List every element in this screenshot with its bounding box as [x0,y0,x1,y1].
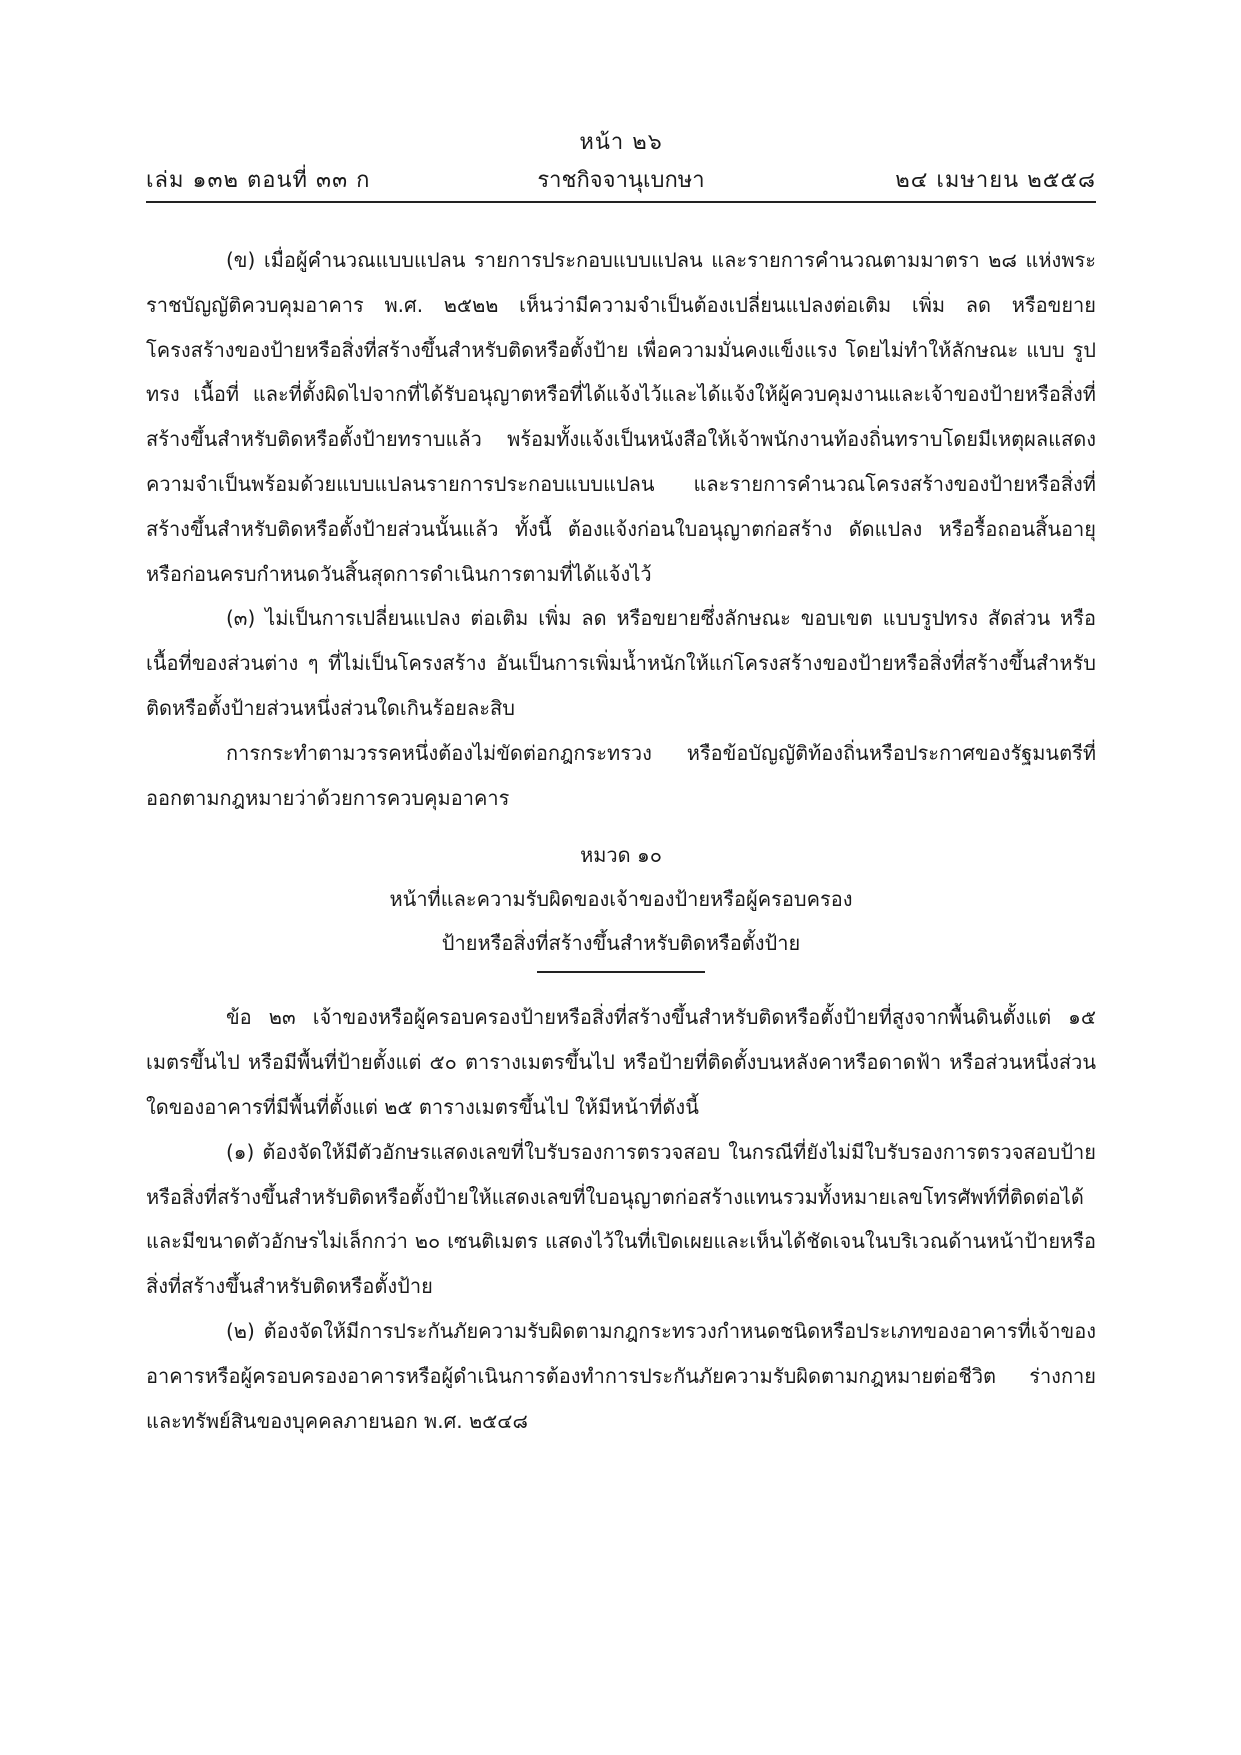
paragraph-item-2: (๒) ต้องจัดให้มีการประกันภัยความรับผิดตามกฎกระทรวงกำหนดชนิดหรือประเภทของอาคารที่เจ้าของอาคารหรือผู้ครอบครองอาคารหรือผู้ดำเนินการต้องทำการประกันภัยความรับผิดตามกฎหมายต่อชีวิต ร่างกาย และทรัพย์สินของบุคคลภายนอก พ.ศ. ๒๕๔๘ [146,1318,1096,1433]
document-body [146,238,1096,1443]
publication-date: ๒๔ เมษายน ๒๕๕๘ [895,168,1096,193]
chapter-number: หมวด ๑๐ [580,843,662,868]
publication-name: ราชกิจจานุเบกษา [537,168,705,193]
chapter-title-line-1: หน้าที่และความรับผิดของเจ้าของป้ายหรือผู้ครอบครอง [389,887,853,912]
chapter-title-line-2: ป้ายหรือสิ่งที่สร้างขึ้นสำหรับติดหรือตั้งป้าย [441,931,801,956]
gazette-header [146,166,1096,198]
header-divider [146,201,1096,203]
volume-issue: เล่ม ๑๓๒ ตอนที่ ๓๓ ก [146,168,371,193]
paragraph-kho: (ข) เมื่อผู้คำนวณแบบแปลน รายการประกอบแบบแปลน และรายการคำนวณตามมาตรา ๒๘ แห่งพระราชบัญญัติควบคุมอาคาร พ.ศ. ๒๕๒๒ เห็นว่ามีความจำเป็นต้องเปลี่ยนแปลงต่อเติม เพิ่ม ลด หรือขยายโครงสร้างของป้ายหรือสิ่งที่สร้างขึ้นสำหรับติดหรือตั้งป้าย เพื่อความมั่นคงแข็งแรง โดยไม่ทำให้ลักษณะ แบบ รูปทรง เนื้อที่ และที่ตั้งผิดไปจากที่ได้รับอนุญาตหรือที่ได้แจ้งไว้และได้แจ้งให้ผู้ควบคุมงานและเจ้าของป้ายหรือสิ่งที่สร้างขึ้นสำหรับติดหรือตั้งป้ายทราบแล้ว พร้อมทั้งแจ้งเป็นหนังสือให้เจ้าพนักงานท้องถิ่นทราบโดยมีเหตุผลแสดงความจำเป็นพร้อมด้วยแบบแปลนรายการประกอบแบบแปลน และรายการคำนวณโครงสร้างของป้ายหรือสิ่งที่สร้างขึ้นสำหรับติดหรือตั้งป้ายส่วนนั้นแล้ว ทั้งนี้ ต้องแจ้งก่อนใบอนุญาตก่อสร้าง ดัดแปลง หรือรื้อถอนสิ้นอายุ หรือก่อนครบกำหนดวันสิ้นสุดการดำเนินการตามที่ได้แจ้งไว้ [146,248,1096,586]
paragraph-compliance: การกระทำตามวรรคหนึ่งต้องไม่ขัดต่อกฎกระทรวง หรือข้อบัญญัติท้องถิ่นหรือประกาศของรัฐมนตรีที่ออกตามกฎหมายว่าด้วยการควบคุมอาคาร [146,740,1096,810]
paragraph-article-23: ข้อ ๒๓ เจ้าของหรือผู้ครอบครองป้ายหรือสิ่งที่สร้างขึ้นสำหรับติดหรือตั้งป้ายที่สูงจากพื้นดินตั้งแต่ ๑๕ เมตรขึ้นไป หรือมีพื้นที่ป้ายตั้งแต่ ๕๐ ตารางเมตรขึ้นไป หรือป้ายที่ติดตั้งบนหลังคาหรือดาดฟ้า หรือส่วนหนึ่งส่วนใดของอาคารที่มีพื้นที่ตั้งแต่ ๒๕ ตารางเมตรขึ้นไป ให้มีหน้าที่ดังนี้ [146,1005,1096,1119]
paragraph-item-3: (๓) ไม่เป็นการเปลี่ยนแปลง ต่อเติม เพิ่ม ลด หรือขยายซึ่งลักษณะ ขอบเขต แบบรูปทรง สัดส่วน หรือเนื้อที่ของส่วนต่าง ๆ ที่ไม่เป็นโครงสร้าง อันเป็นการเพิ่มน้ำหนักให้แก่โครงสร้างของป้ายหรือสิ่งที่สร้างขึ้นสำหรับติดหรือตั้งป้ายส่วนหนึ่งส่วนใดเกินร้อยละสิบ [146,606,1096,720]
paragraph-item-1: (๑) ต้องจัดให้มีตัวอักษรแสดงเลขที่ใบรับรองการตรวจสอบ ในกรณีที่ยังไม่มีใบรับรองการตรวจสอบป้ายหรือสิ่งที่สร้างขึ้นสำหรับติดหรือตั้งป้ายให้แสดงเลขที่ใบอนุญาตก่อสร้างแทนรวมทั้งหมายเลขโทรศัพท์ที่ติดต่อได้ และมีขนาดตัวอักษรไม่เล็กกว่า ๒๐ เซนติเมตร แสดงไว้ในที่เปิดเผยและเห็นได้ชัดเจนในบริเวณด้านหน้าป้ายหรือสิ่งที่สร้างขึ้นสำหรับติดหรือตั้งป้าย [146,1139,1096,1299]
gazette-page [146,0,1096,1755]
chapter-divider [537,971,705,973]
page-number: หน้า ๒๖ [579,130,663,155]
